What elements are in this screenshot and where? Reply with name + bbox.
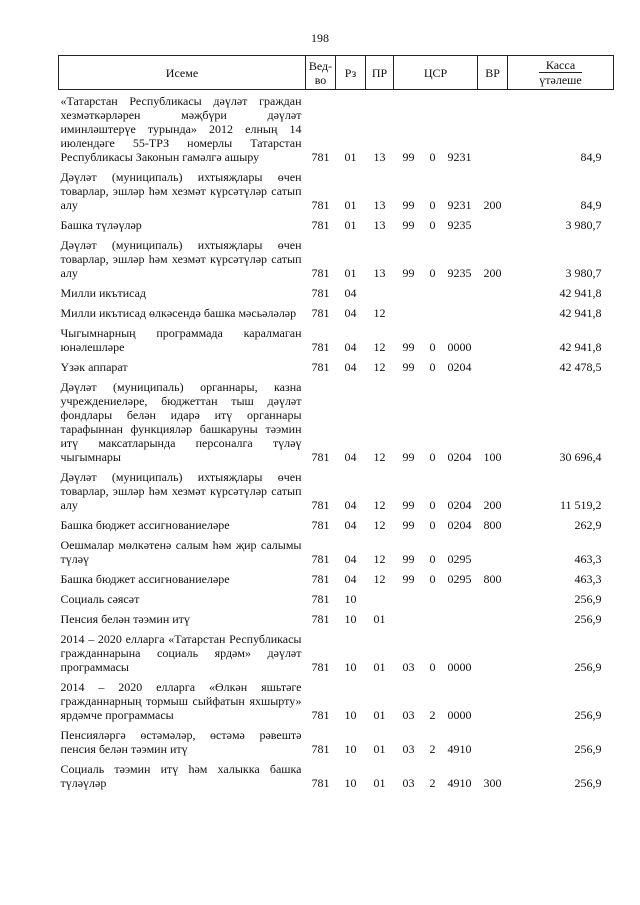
row-vr	[478, 534, 508, 568]
row-vr	[478, 676, 508, 724]
row-pr: 13	[373, 198, 386, 212]
row-csr-program	[394, 302, 424, 322]
row-csr-program: 99	[402, 572, 415, 586]
table-row	[59, 322, 614, 356]
table-row	[59, 628, 614, 676]
row-name: Социаль тәэмин итү һәм халыкка башка түләүләр	[60, 762, 302, 790]
row-vr: 200	[483, 198, 502, 212]
row-csr-direction: 0295	[447, 552, 472, 566]
row-csr-program: 99	[402, 360, 415, 374]
row-ved: 781	[311, 340, 330, 354]
page-number: 198	[311, 31, 329, 45]
row-vr: 200	[483, 498, 502, 512]
row-kassa: 42 941,8	[559, 340, 602, 354]
row-rz: 10	[344, 708, 357, 722]
table-body	[59, 90, 614, 793]
row-pr: 12	[373, 360, 386, 374]
row-ved: 781	[311, 150, 330, 164]
row-rz: 01	[344, 218, 357, 232]
row-csr-program: 99	[402, 198, 415, 212]
row-ved: 781	[311, 612, 330, 626]
table-header	[59, 56, 614, 90]
header-rz: Рз	[336, 56, 366, 90]
row-csr-subprogram: 0	[429, 518, 436, 532]
row-rz: 01	[344, 266, 357, 280]
table-row	[59, 534, 614, 568]
row-name: 2014 – 2020 елларга «Өлкән яшьтәге гражданнарның тормыш сыйфатын яхшырту» ярдәмче программасы	[60, 680, 302, 722]
row-rz: 04	[344, 572, 357, 586]
row-pr: 12	[373, 572, 386, 586]
row-pr	[366, 588, 394, 608]
row-csr-subprogram: 0	[429, 198, 436, 212]
row-ved: 781	[311, 776, 330, 790]
row-ved: 781	[311, 552, 330, 566]
table-row	[59, 234, 614, 282]
row-name: Социаль сәясәт	[60, 592, 140, 606]
row-kassa: 11 519,2	[559, 498, 602, 512]
row-name: Башка бюджет ассигнованиеләре	[60, 572, 230, 586]
row-name: Пенсияләргә өстәмәләр, өстәмә рәвештә пенсия белән тәэмин итү	[60, 728, 302, 756]
row-csr-program	[394, 282, 424, 302]
row-rz: 04	[344, 498, 357, 512]
row-csr-program: 99	[402, 266, 415, 280]
row-kassa: 42 941,8	[559, 286, 602, 300]
table-row	[59, 758, 614, 792]
row-rz: 04	[344, 286, 357, 300]
row-name: Үзәк аппарат	[60, 360, 128, 374]
row-csr-subprogram: 0	[429, 660, 436, 674]
row-csr-direction: 9235	[447, 266, 472, 280]
row-pr: 13	[373, 218, 386, 232]
row-ved: 781	[311, 708, 330, 722]
row-csr-direction: 0204	[447, 518, 472, 532]
row-vr	[478, 724, 508, 758]
header-pr: ПР	[366, 56, 394, 90]
row-pr: 01	[373, 708, 386, 722]
header-vr: ВР	[478, 56, 508, 90]
row-rz: 04	[344, 518, 357, 532]
row-kassa: 30 696,4	[559, 450, 602, 464]
row-ved: 781	[311, 592, 330, 606]
row-name: Дәүләт (муниципаль) ихтыяҗлары өчен товарлар, эшләр һәм хезмәт күрсәтүләр сатып алу	[60, 170, 302, 212]
row-csr-program: 99	[402, 518, 415, 532]
row-rz: 01	[344, 198, 357, 212]
row-name: Чыгымнарның программада каралмаган юнәлешләре	[60, 326, 302, 354]
row-ved: 781	[311, 518, 330, 532]
row-vr	[478, 608, 508, 628]
row-csr-direction: 0000	[447, 340, 472, 354]
row-csr-program: 99	[402, 450, 415, 464]
row-pr: 13	[373, 266, 386, 280]
row-pr: 01	[373, 742, 386, 756]
header-ved: Вед- во	[306, 56, 336, 90]
row-kassa: 256,9	[574, 660, 602, 674]
table-row	[59, 514, 614, 534]
row-vr	[478, 302, 508, 322]
row-rz: 10	[344, 660, 357, 674]
table-row	[59, 724, 614, 758]
table-row	[59, 90, 614, 167]
table-row	[59, 166, 614, 214]
row-pr: 12	[373, 340, 386, 354]
row-name: Дәүләт (муниципаль) ихтыяҗлары өчен товарлар, эшләр һәм хезмәт күрсәтүләр сатып алу	[60, 238, 302, 280]
row-ved: 781	[311, 218, 330, 232]
row-kassa: 256,9	[574, 612, 602, 626]
row-name: Дәүләт (муниципаль) органнары, казна учреждениеләре, бюджеттан тыш дәүләт фондлары белән идарә итү органнары тарафыннан функцияләр башкаруны тәэмин итү максатларында персоналга түләү чыгымнары	[60, 380, 302, 464]
row-csr-subprogram: 0	[429, 450, 436, 464]
row-csr-subprogram: 2	[429, 776, 436, 790]
row-csr-direction: 9235	[447, 218, 472, 232]
row-csr-program: 03	[402, 660, 415, 674]
row-vr	[478, 214, 508, 234]
row-pr: 12	[373, 552, 386, 566]
row-vr: 200	[483, 266, 502, 280]
row-kassa: 256,9	[574, 742, 602, 756]
row-kassa: 256,9	[574, 708, 602, 722]
row-kassa: 256,9	[574, 776, 602, 790]
row-csr-subprogram: 0	[429, 340, 436, 354]
row-vr	[478, 356, 508, 376]
row-kassa: 3 980,7	[565, 266, 602, 280]
row-ved: 781	[311, 572, 330, 586]
row-pr: 12	[373, 498, 386, 512]
row-name: Милли икътисад өлкәсендә башка мәсьәләләр	[60, 306, 297, 320]
row-ved: 781	[311, 266, 330, 280]
row-csr-direction: 9231	[447, 150, 472, 164]
row-csr-subprogram	[424, 302, 442, 322]
row-csr-subprogram	[424, 282, 442, 302]
row-rz: 04	[344, 450, 357, 464]
row-csr-subprogram: 0	[429, 266, 436, 280]
row-pr: 01	[373, 660, 386, 674]
row-kassa: 256,9	[574, 592, 602, 606]
row-ved: 781	[311, 660, 330, 674]
row-csr-subprogram: 0	[429, 552, 436, 566]
row-csr-direction	[442, 608, 478, 628]
row-ved: 781	[311, 360, 330, 374]
row-vr: 100	[483, 450, 502, 464]
row-rz: 04	[344, 552, 357, 566]
row-pr: 12	[373, 450, 386, 464]
row-csr-subprogram: 2	[429, 742, 436, 756]
row-rz: 10	[344, 592, 357, 606]
row-vr: 800	[483, 518, 502, 532]
row-csr-direction: 0000	[447, 660, 472, 674]
row-rz: 10	[344, 612, 357, 626]
row-csr-subprogram: 0	[429, 572, 436, 586]
row-vr	[478, 90, 508, 167]
row-pr: 01	[373, 612, 386, 626]
row-csr-subprogram	[424, 588, 442, 608]
row-csr-direction: 4910	[447, 776, 472, 790]
row-rz: 04	[344, 306, 357, 320]
table-row	[59, 356, 614, 376]
row-ved: 781	[311, 450, 330, 464]
table-row	[59, 376, 614, 466]
row-csr-program: 99	[402, 150, 415, 164]
row-kassa: 3 980,7	[565, 218, 602, 232]
row-csr-direction: 9231	[447, 198, 472, 212]
row-csr-direction	[442, 588, 478, 608]
row-ved: 781	[311, 286, 330, 300]
row-ved: 781	[311, 306, 330, 320]
row-csr-direction: 0204	[447, 498, 472, 512]
row-csr-program: 99	[402, 552, 415, 566]
row-rz: 04	[344, 360, 357, 374]
header-kassa: Касса үтәлеше	[508, 56, 614, 90]
table-row	[59, 302, 614, 322]
row-csr-program	[394, 588, 424, 608]
row-csr-program: 99	[402, 498, 415, 512]
row-rz: 04	[344, 340, 357, 354]
row-kassa: 84,9	[580, 150, 602, 164]
row-csr-program: 99	[402, 340, 415, 354]
row-csr-subprogram: 0	[429, 218, 436, 232]
table-row	[59, 568, 614, 588]
row-kassa: 84,9	[580, 198, 602, 212]
row-name: Башка түләүләр	[60, 218, 142, 232]
row-name: Пенсия белән тәэмин итү	[60, 612, 190, 626]
row-csr-direction: 0204	[447, 450, 472, 464]
table-row	[59, 466, 614, 514]
row-kassa: 463,3	[574, 572, 602, 586]
row-csr-direction: 0295	[447, 572, 472, 586]
row-name: Оешмалар мөлкәтенә салым һәм җир салымы түләү	[60, 538, 302, 566]
row-csr-direction	[442, 302, 478, 322]
row-kassa: 463,3	[574, 552, 602, 566]
row-csr-subprogram: 0	[429, 150, 436, 164]
row-csr-subprogram	[424, 608, 442, 628]
row-csr-program: 99	[402, 218, 415, 232]
row-csr-direction: 4910	[447, 742, 472, 756]
table-row	[59, 608, 614, 628]
table-row	[59, 282, 614, 302]
row-pr: 01	[373, 776, 386, 790]
row-name: «Татарстан Республикасы дәүләт граждан хезмәткәрләрен мәҗбүри дәүләт иминләштерүе турында» 2012 елның 14 июлендәге 55-ТРЗ номерлы Татарстан Республикасы Законын гамәлгә ашыру	[60, 94, 302, 164]
row-ved: 781	[311, 198, 330, 212]
table-row	[59, 676, 614, 724]
row-name: Милли икътисад	[60, 286, 147, 300]
row-csr-program	[394, 608, 424, 628]
budget-table	[58, 55, 614, 792]
row-csr-direction: 0204	[447, 360, 472, 374]
row-kassa: 262,9	[574, 518, 602, 532]
header-name: Исеме	[59, 56, 306, 90]
row-rz: 10	[344, 776, 357, 790]
row-pr: 12	[373, 306, 386, 320]
row-name: 2014 – 2020 елларга «Татарстан Республикасы гражданнарына социаль ярдәм» дәүләт программасы	[60, 632, 302, 674]
row-vr	[478, 282, 508, 302]
row-csr-direction	[442, 282, 478, 302]
row-rz: 01	[344, 150, 357, 164]
row-vr	[478, 588, 508, 608]
row-pr: 12	[373, 518, 386, 532]
row-csr-subprogram: 0	[429, 360, 436, 374]
row-name: Дәүләт (муниципаль) ихтыяҗлары өчен товарлар, эшләр һәм хезмәт күрсәтүләр сатып алу	[60, 470, 302, 512]
row-csr-program: 03	[402, 742, 415, 756]
table-row	[59, 214, 614, 234]
row-pr	[366, 282, 394, 302]
row-csr-subprogram: 0	[429, 498, 436, 512]
row-ved: 781	[311, 498, 330, 512]
row-vr: 800	[483, 572, 502, 586]
row-csr-direction: 0000	[447, 708, 472, 722]
row-kassa: 42 478,5	[559, 360, 602, 374]
table-row	[59, 588, 614, 608]
row-vr	[478, 322, 508, 356]
row-name: Башка бюджет ассигнованиеләре	[60, 518, 230, 532]
row-ved: 781	[311, 742, 330, 756]
row-rz: 10	[344, 742, 357, 756]
row-vr: 300	[483, 776, 502, 790]
header-csr: ЦСР	[394, 56, 478, 90]
row-pr: 13	[373, 150, 386, 164]
row-vr	[478, 628, 508, 676]
row-csr-subprogram: 2	[429, 708, 436, 722]
row-csr-program: 03	[402, 708, 415, 722]
row-kassa: 42 941,8	[559, 306, 602, 320]
row-csr-program: 03	[402, 776, 415, 790]
